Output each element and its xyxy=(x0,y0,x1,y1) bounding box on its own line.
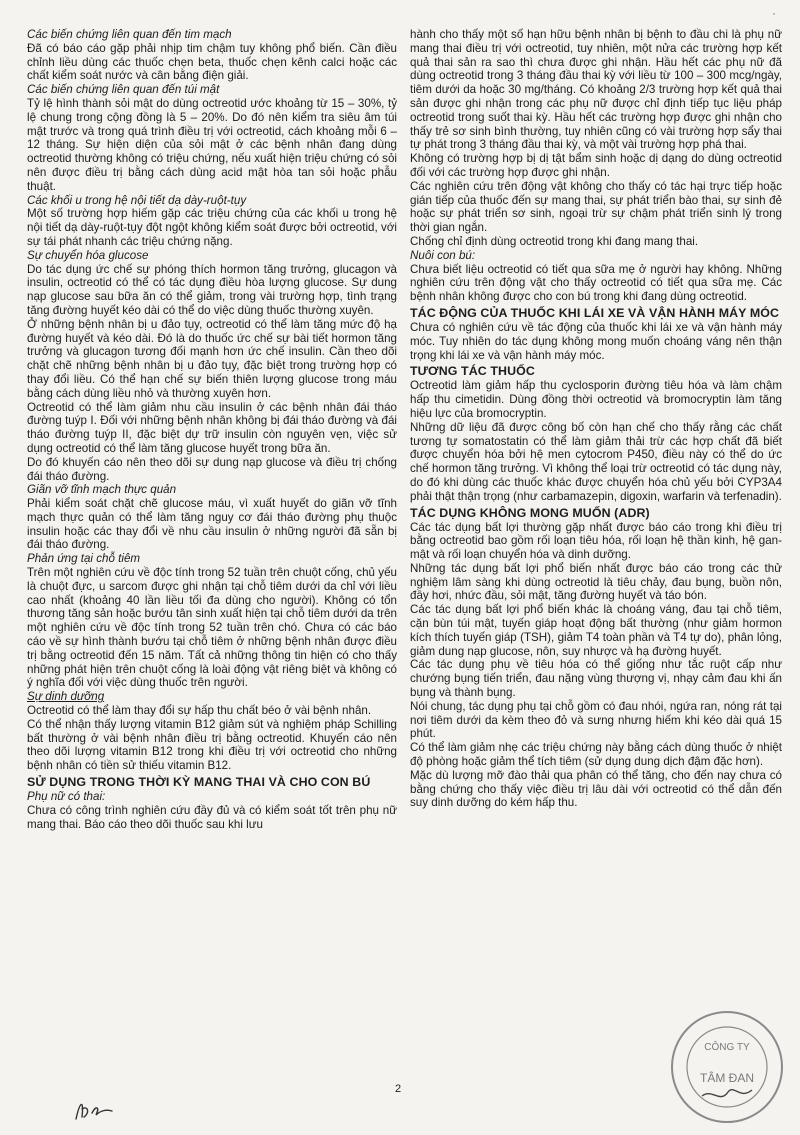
paragraph: Chưa có nghiên cứu về tác động của thuốc khi lái xe và vận hành máy móc. Tuy nhiên do tác dụng không mong muốn choáng váng nên thận trọng khi lái xe và vận hành máy móc. xyxy=(410,320,782,362)
section-title-gallbladder: Các biến chứng liên quan đến túi mật xyxy=(27,83,220,97)
paragraph: Octreotid có thể làm thay đổi sự hấp thu chất béo ở vài bệnh nhân. xyxy=(27,704,372,718)
paragraph: Octreotid có thể làm giảm nhu cầu insulin ở các bệnh nhân đái tháo đường tuýp I. Đối với những bệnh nhân không bị đái tháo đường và đái tháo đường tuýp II, đặc biệt dự trữ insulin còn nguyên vẹn, việc sử dụng octreotid có thể làm tăng glucose huyết trong bữa ăn. xyxy=(27,400,397,455)
heading-interactions: TƯƠNG TÁC THUỐC xyxy=(410,364,535,379)
paragraph: Chưa biết liệu octreotid có tiết qua sữa mẹ ở người hay không. Những nghiên cứu trên động vật cho thấy octreotid có tiết qua sữa mẹ. Các bệnh nhân không được cho con bú trong khi đang dùng octreotid. xyxy=(410,262,782,304)
left-column xyxy=(27,28,397,831)
paragraph: Nói chung, tác dụng phụ tại chỗ gồm có đau nhói, ngứa ran, nóng rát tại nơi tiêm dưới da kèm theo đỏ và sưng nhưng hiếm khi kéo dài quá 15 phút. xyxy=(410,699,782,741)
section-title-nutrition: Sự dinh dưỡng xyxy=(27,690,105,704)
paragraph: Trên một nghiên cứu về độc tính trong 52 tuần trên chuột cống, chủ yếu là chuột đực, u sarcom được ghi nhận tại chỗ tiêm dưới da chỉ với liều cao nhất (khoảng 40 lần liều tối đa dùng cho người). Không có tổn thương tăng sản hoặc bướu tân sinh xuất hiện tại chỗ tiêm dưới da trên một nghiên cứu về độc tính trong 52 tuần trên chó. Chưa có các báo cáo về sự hình thành bướu tại chỗ tiêm ở những bệnh nhân được điều trị bằng octreotid đến 15 năm. Tất cả những thông tin hiện có cho thấy những phát hiện trên chuột cống là loài động vật riêng biệt và không có ý nghĩa đối với việc dùng thuốc trên người. xyxy=(27,566,397,690)
paragraph: Đã có báo cáo gặp phải nhịp tim chậm tuy không phổ biến. Cần điều chỉnh liều dùng các thuốc chẹn beta, thuốc chẹn kênh calci hoặc các chất kiểm soát nước và cân bằng điện giải. xyxy=(27,41,397,83)
paragraph: Có thể làm giảm nhẹ các triệu chứng này bằng cách dùng thuốc ở nhiệt độ phòng hoặc giảm thể tích tiêm (sử dụng dung dịch đậm đặc hơn). xyxy=(410,741,782,769)
company-stamp xyxy=(668,1008,786,1126)
paragraph: Mặc dù lượng mỡ đào thải qua phân có thể tăng, cho đến nay chưa có bằng chứng cho thấy việc điều trị lâu dài với octreotid có thể dẫn đến suy dinh dưỡng do kém hấp thu. xyxy=(410,768,782,810)
paragraph: Chưa có công trình nghiên cứu đầy đủ và có kiểm soát tốt trên phụ nữ mang thai. Báo cáo theo dõi thuốc sau khi lưu xyxy=(27,803,397,831)
heading-adr: TÁC DỤNG KHÔNG MONG MUỐN (ADR) xyxy=(410,505,650,520)
paragraph: Những dữ liệu đã được công bố còn hạn chế cho thấy rằng các chất tương tự somatostatin có thể làm giảm thải trừ các hợp chất đã biết được chuyển hóa bởi hệ men cytocrom P450, điều này có thể do ức chế hormon tăng trưởng. Vì không thể loại trừ octreotid có tác dụng này, do đó khi dùng các thuốc khác được chuyển hóa chủ yếu bởi CYP3A4 phải thật thận trọng (như carbamazepin, digoxin, warfarin và terfenadin). xyxy=(410,420,782,503)
paragraph: Một số trường hợp hiếm gặp các triệu chứng của các khối u trong hệ nội tiết dạ dày-ruột-tụy đột ngột không kiểm soát được bởi octreotid, với sự tái phát nhanh các triệu chứng nặng. xyxy=(27,207,397,248)
section-title-glucose: Sự chuyển hóa glucose xyxy=(27,248,149,262)
paragraph: Có thể nhận thấy lượng vitamin B12 giảm sút và nghiệm pháp Schilling bất thường ở vài bệnh nhân điều trị bằng octreotid. Khuyến cáo nên theo dõi lượng vitamin B12 trong khi điều trị với octreotid cho những bệnh nhân có tiền sử thiếu vitamin B12. xyxy=(27,717,397,773)
section-title-injection-site: Phản ứng tại chỗ tiêm xyxy=(27,552,141,566)
section-title-pregnant-women: Phụ nữ có thai: xyxy=(27,790,106,804)
paragraph: Không có trường hợp bị dị tật bẩm sinh hoặc dị dạng do dùng octreotid đối với các trường hợp được ghi nhận. xyxy=(410,152,782,179)
right-column xyxy=(410,28,782,810)
paragraph: Phải kiểm soát chặt chẽ glucose máu, vì xuất huyết do giãn vỡ tĩnh mạch thực quản có thể làm tăng nguy cơ đái tháo đường phụ thuộc insulin hoặc các thay đổi về nhu cầu insulin ở những người đã sẵn bị đái tháo đường. xyxy=(27,497,397,552)
section-title-cardiac: Các biến chứng liên quan đến tim mạch xyxy=(27,28,232,41)
paragraph: Các tác dụng phụ về tiêu hóa có thể giống như tắc ruột cấp như chướng bụng tiến triển, đau nặng vùng thượng vị, nhạy cảm đau khi ấn bụng và thành bụng. xyxy=(410,658,782,700)
page-number: 2 xyxy=(395,1083,402,1095)
paragraph: Octreotid làm giảm hấp thu cyclosporin đường tiêu hóa và làm chậm hấp thu cimetidin. Dùng đồng thời octreotid và bromocryptin làm tăng hiệu lực của bromocryptin. xyxy=(410,379,782,420)
section-title-varices: Giãn vỡ tĩnh mạch thực quản xyxy=(27,483,177,497)
paragraph: Ở những bệnh nhân bị u đảo tụy, octreotid có thể làm tăng mức độ hạ đường huyết và kéo dài. Đó là do thuốc ức chế sự bài tiết hormon tăng trưởng và glucagon tương đối mạnh hơn ức chế insulin. Cần theo dõi chặt chẽ những bệnh nhân bị u đảo tụy, đặc biệt trong trường hợp có thay đổi liều. Có thể hạn chế sự biến thiên lượng glucose trong máu bằng cách dùng liều nhỏ và thường xuyên hơn. xyxy=(27,317,397,400)
stamp-line1: CÔNG TY xyxy=(704,1042,750,1053)
paragraph: Những tác dụng bất lợi phổ biến nhất được báo cáo trong các thử nghiệm lâm sàng khi dùng octreotid là tiêu chảy, đau bụng, buồn nôn, đầy hơi, nhức đầu, sỏi mật, tăng đường huyết và táo bón. xyxy=(410,561,782,603)
paragraph: Các tác dụng bất lợi thường gặp nhất được báo cáo trong khi điều trị bằng octreotid bao gồm rối loạn tiêu hóa, rối loạn hệ thần kinh, hệ gan-mật và rối loạn chuyển hóa và dinh dưỡng. xyxy=(410,520,782,562)
section-title-tumors: Các khối u trong hệ nội tiết dạ dày-ruột-tụy xyxy=(27,193,247,207)
heading-pregnancy: SỬ DỤNG TRONG THỜI KỲ MANG THAI VÀ CHO CON BÚ xyxy=(27,775,371,790)
heading-driving: TÁC ĐỘNG CỦA THUỐC KHI LÁI XE VÀ VẬN HÀNH MÁY MÓC xyxy=(410,305,780,320)
paragraph: Chống chỉ định dùng octreotid trong khi đang mang thai. xyxy=(410,234,699,248)
paragraph: Tỷ lệ hình thành sỏi mật do dùng octreotid ước khoảng từ 15 – 30%, tỷ lệ chung trong cộng đồng là 5 – 20%. Do đó nên kiểm tra siêu âm túi mật trước và trong quá trình điều trị với octreotid, cách khoảng mỗi 6 – 12 tháng. Sự hiện diện của sỏi mật ở các bệnh nhân đang dùng octreotid thường không có triệu chứng, nếu xuất hiện triệu chứng có sỏi nên được điều trị bằng cách dùng acid mật hòa tan sỏi hoặc phẫu thuật. xyxy=(27,96,397,193)
paragraph: Các nghiên cứu trên động vật không cho thấy có tác hại trực tiếp hoặc gián tiếp của thuốc đến sự mang thai, sự phát triển bào thai, sự sinh đẻ hoặc sự phát triển sơ sinh, ngoại trừ sự chậm phát triển sinh lý trong thời gian ngắn. xyxy=(410,179,782,235)
handwritten-initials xyxy=(70,1095,118,1125)
paragraph: Do tác dụng ức chế sự phóng thích hormon tăng trưởng, glucagon và insulin, octreotid có thể có tác dụng điều hòa lượng glucose. Sự dung nạp glucose sau bữa ăn có thể giảm, trong vài trường hợp, tình trạng tăng đường huyết kéo dài có thể do việc dùng thuốc thường xuyên. xyxy=(27,262,397,317)
stamp-line2: TÂM ĐAN xyxy=(700,1071,754,1085)
section-title-breastfeeding: Nuôi con bú: xyxy=(410,248,476,262)
paragraph: hành cho thấy một số hạn hữu bệnh nhân bị bệnh to đầu chi là phụ nữ mang thai điều trị với octreotid, tuy nhiên, một nửa các trường hợp kết quả thai sản ra sao thì chưa được ghi nhận. Hầu hết các phụ nữ đã dùng octreotid trong 3 tháng đầu thai kỳ với liều từ 100 – 300 mcg/ngày, tiêm dưới da hoặc 30 mg/tháng. Có khoảng 2/3 trường hợp kết quả thai sản được ghi nhận trong các phụ nữ được chỉ định tiếp tục liệu pháp octreotid trong suốt thai kỳ. Hầu hết các trường hợp được ghi nhận cho thấy trẻ sơ sinh bình thường, tuy nhiên cũng có vài trường hợp sẩy thai tự phát trong 3 tháng đầu thai kỳ, và một vài trường hợp phá thai. xyxy=(410,28,782,152)
paragraph: Do đó khuyến cáo nên theo dõi sự dung nạp glucose và điều trị chống đái tháo đường. xyxy=(27,455,397,483)
corner-mark: · xyxy=(772,6,776,20)
paragraph: Các tác dụng bất lợi phổ biến khác là choáng váng, đau tại chỗ tiêm, cặn bùn túi mật, tuyến giáp hoạt động bất thường (như giảm hormon kích thích tuyến giáp (TSH), giảm T4 toàn phần và T4 tự do), phân lỏng, giảm dung nạp glucose, nôn, suy nhược và hạ đường huyết. xyxy=(410,603,782,658)
